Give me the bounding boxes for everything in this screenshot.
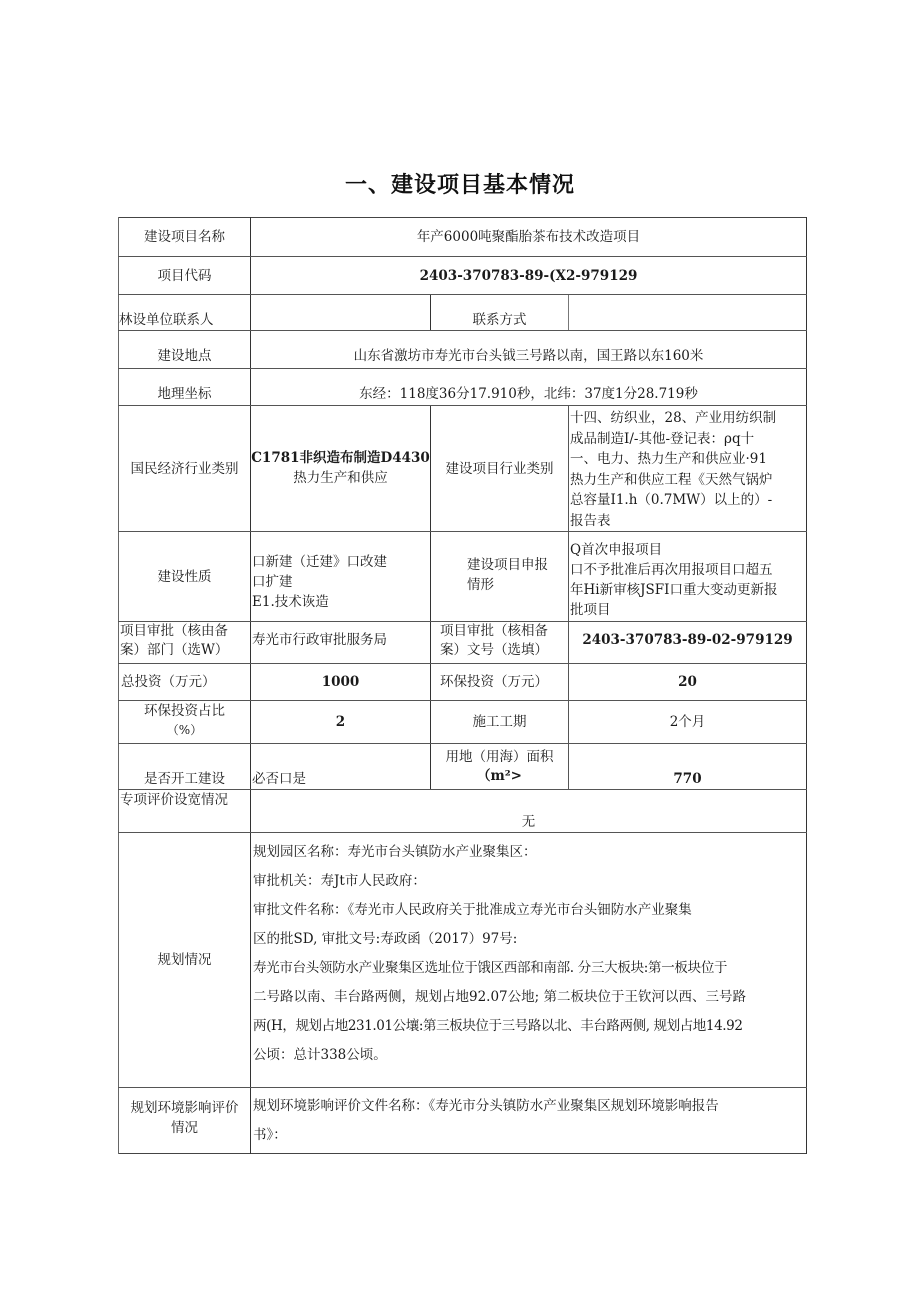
approval-dept-label bbox=[120, 622, 250, 663]
env-ratio-label bbox=[119, 702, 250, 742]
declaration-option-line: Q首次申报项目 bbox=[570, 542, 663, 558]
started-value: 必否口是 bbox=[252, 771, 306, 787]
approval-doc-value: 2403-370783-89-02-979129 bbox=[582, 632, 793, 648]
plan-eia-line: 规划环境影响评价文件名称：《寿光市分头镇防水产业聚集区规划环境影响报告 bbox=[253, 1098, 719, 1114]
industry-category-line: 成品制造I/-其他-登记表：ρq十 bbox=[570, 430, 755, 447]
declaration-label-line: 情形 bbox=[467, 577, 494, 593]
location-value: 山东省激坊市寿光市台头钺三号路以南，国王路以东160米 bbox=[353, 348, 704, 364]
nature-option-line: E1.技术诙造 bbox=[252, 594, 329, 610]
total-investment-value: 1000 bbox=[321, 674, 360, 690]
special-eval-value: 无 bbox=[521, 814, 536, 830]
ratio-label-line: 环保投资占比 bbox=[144, 703, 225, 719]
planning-line: 寿光市台头领防水产业聚集区选址位于饿区西部和南部. 分三大板块:第一板块位于 bbox=[253, 960, 728, 976]
page-title: 一、建设项目基本情况 bbox=[344, 173, 575, 198]
declaration-option-line: 批项目 bbox=[570, 602, 611, 618]
construction-period-value: 2个月 bbox=[669, 714, 706, 730]
env-ratio-value: 2 bbox=[335, 714, 346, 730]
construction-nature-label: 建设性质 bbox=[157, 568, 212, 585]
ratio-label-line: （%） bbox=[166, 723, 203, 737]
plan-eia-line: 书》： bbox=[253, 1127, 287, 1143]
env-investment-value: 20 bbox=[678, 674, 697, 690]
declaration-type-label bbox=[467, 555, 568, 599]
construction-nature-options bbox=[252, 552, 430, 618]
plan-eia-label-line: 情况 bbox=[171, 1120, 198, 1136]
industry-category-line: 一、电力、热力生产和供应业·91 bbox=[570, 451, 767, 467]
approval-doc-label bbox=[440, 622, 568, 663]
land-area-label-line: 用地（用海）面积 bbox=[445, 749, 554, 765]
project-name-value: 年产6000吨聚酯胎茶布技术改造项目 bbox=[416, 229, 641, 245]
row-line bbox=[118, 368, 807, 369]
industry-category-line: 报告表 bbox=[570, 512, 611, 529]
approval-label-line: 案）部门（选W） bbox=[120, 642, 229, 658]
approval-doc-label-line: 项目审批（核相备 bbox=[440, 623, 548, 639]
project-code-value: 2403-370783-89-(X2-979129 bbox=[419, 267, 638, 284]
plan-eia-label bbox=[119, 1098, 250, 1140]
construction-period-label: 施工工期 bbox=[472, 714, 527, 730]
planning-line: 审批机关：寿Jt市人民政府： bbox=[253, 873, 426, 889]
contact-person-label: 林设单位联系人 bbox=[119, 312, 214, 328]
declaration-option-line: 口不予批准后再次用报项目口超五 bbox=[570, 562, 773, 578]
planning-line: 区的批SD, 审批文号:寿政函（2017）97号: bbox=[253, 931, 518, 947]
national-industry-label: 国民经济行业类别 bbox=[130, 460, 239, 477]
contact-method-value bbox=[569, 295, 806, 330]
planning-line: 公顷：总计338公顷。 bbox=[253, 1047, 387, 1063]
land-area-value: 770 bbox=[673, 771, 702, 787]
project-industry-label: 建设项目行业类别 bbox=[445, 460, 554, 477]
row-line bbox=[118, 1087, 807, 1088]
project-name-label: 建设项目名称 bbox=[144, 229, 225, 245]
planning-line: 两(H，规划占地231.01公壤:第三板块位于三号路以北、丰台路两侧, 规划占地14.92 bbox=[253, 1018, 743, 1034]
planning-content bbox=[253, 838, 806, 1070]
industry-category-line: 热力生产和供应工程《天然气锅炉 bbox=[570, 471, 773, 488]
industry-category-line: 总容量I1.h（0.7MW）以上的）- bbox=[570, 492, 773, 508]
planning-line: 规划园区名称：寿光市台头镇防水产业聚集区： bbox=[253, 844, 537, 860]
coordinates-label: 地理坐标 bbox=[157, 386, 212, 402]
project-industry-value bbox=[570, 408, 806, 530]
special-eval-label: 专项评价设宽情况 bbox=[120, 792, 228, 808]
contact-person-value bbox=[251, 295, 430, 330]
started-label: 是否开工建设 bbox=[144, 771, 225, 787]
total-investment-label: 总投资（万元） bbox=[121, 674, 216, 690]
nature-option-line: 口新建（迁建》口改建 bbox=[252, 554, 387, 570]
row-line bbox=[118, 330, 807, 331]
planning-label: 规划情况 bbox=[157, 952, 212, 968]
planning-line: 审批文件名称：《寿光市人民政府关于批准成立寿光市台头钿防水产业聚集 bbox=[253, 902, 692, 918]
table-border-bottom bbox=[118, 1153, 807, 1154]
planning-line: 二号路以南、丰台路两侧，规划占地92.07公地; 第二板块位于王钦河以西、三号路 bbox=[253, 989, 746, 1005]
coordinates-value: 东经：118度36分17.910秒，北纬：37度1分28.719秒 bbox=[359, 386, 698, 402]
table-border-right bbox=[806, 217, 807, 1154]
land-area-label-line: （m²> bbox=[476, 768, 522, 784]
declaration-label-line: 建设项目申报 bbox=[467, 557, 548, 573]
industry-category-line: 十四、纺织业，28、产业用纺织制 bbox=[570, 410, 777, 426]
location-label: 建设地点 bbox=[157, 348, 212, 364]
env-investment-label: 环保投资（万元） bbox=[440, 674, 548, 690]
plan-eia-content bbox=[253, 1092, 806, 1150]
declaration-option-line: 年Hi新审核JSFI口重大变动更新报 bbox=[570, 582, 778, 598]
contact-method-label: 联系方式 bbox=[472, 312, 527, 328]
project-code-label: 项目代码 bbox=[157, 267, 212, 284]
plan-eia-label-line: 规划环境影响评价 bbox=[130, 1100, 239, 1116]
declaration-type-options bbox=[570, 540, 806, 620]
nature-option-line: 口扩建 bbox=[252, 574, 293, 590]
row-line bbox=[118, 743, 807, 744]
approval-dept-value: 寿光市行政审批服务局 bbox=[252, 632, 387, 648]
approval-doc-label-line: 案）文号（选填） bbox=[440, 642, 548, 658]
approval-label-line: 项目审批（核由备 bbox=[120, 623, 228, 639]
land-area-label bbox=[431, 748, 568, 788]
national-industry-value bbox=[251, 448, 430, 492]
industry-value-line: 热力生产和供应 bbox=[293, 470, 388, 486]
industry-value-line: C1781非织造布制造D4430 bbox=[251, 450, 430, 466]
